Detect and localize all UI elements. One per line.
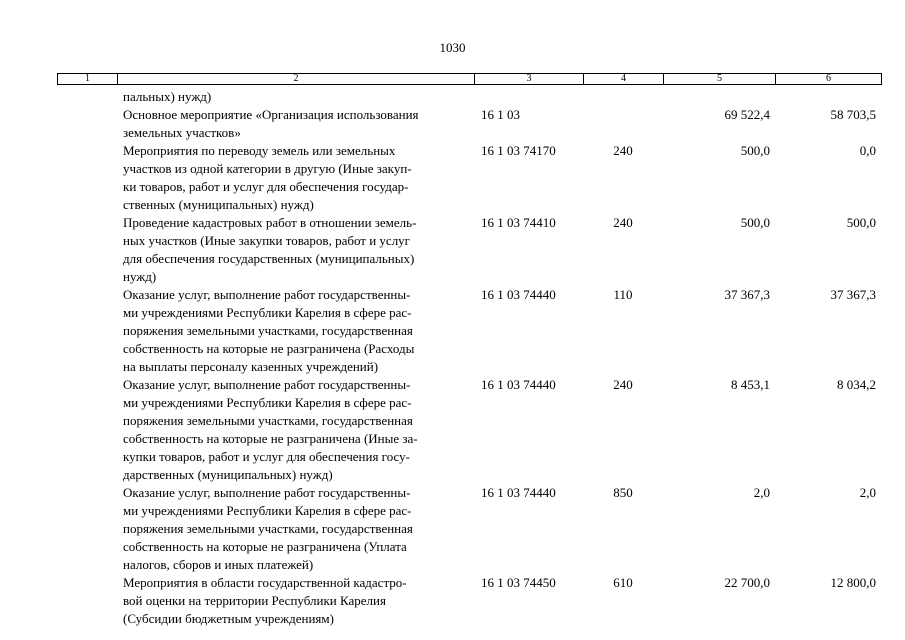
description-line: пальных) нужд) [123, 89, 212, 104]
amount-col6-cell: 37 367,3 [830, 287, 876, 302]
expense-type-cell: 850 [613, 485, 633, 500]
header-col-1: 1 [58, 74, 118, 85]
description-line: Проведение кадастровых работ в отношении земель- [123, 215, 417, 230]
column-number-header [57, 73, 882, 85]
amount-col5-cell: 8 453,1 [731, 377, 770, 392]
description-line: участков из одной категории в другую (Иные закуп- [123, 161, 412, 176]
table-row [0, 286, 905, 376]
page-number: 1030 [439, 40, 466, 55]
description-line: (Субсидии бюджетным учреждениям) [123, 611, 334, 626]
description-line: Оказание услуг, выполнение работ государственны- [123, 377, 411, 392]
header-col-2: 2 [118, 74, 475, 85]
description-line: ных участков (Иные закупки товаров, работ и услуг [123, 233, 411, 248]
amount-col6-cell: 8 034,2 [837, 377, 876, 392]
description-line: налогов, сборов и иных платежей) [123, 557, 314, 572]
code-cell: 16 1 03 74440 [481, 485, 556, 500]
amount-col6-cell: 500,0 [846, 215, 876, 230]
header-row [58, 74, 882, 85]
code-cell: 16 1 03 74170 [481, 143, 556, 158]
description-cell [123, 484, 473, 574]
table-row [0, 142, 905, 214]
amount-col6-cell: 2,0 [859, 485, 876, 500]
amount-col6-cell: 58 703,5 [830, 107, 876, 122]
description-line: для обеспечения государственных (муниципальных) [123, 251, 415, 266]
expense-type-cell: 110 [613, 287, 633, 302]
description-line: собственность на которые не разграничена (Иные за- [123, 431, 418, 446]
code-cell: 16 1 03 74440 [481, 377, 556, 392]
header-col-6: 6 [776, 74, 882, 85]
code-cell: 16 1 03 [481, 107, 520, 122]
description-line: Мероприятия по переводу земель или земельных [123, 143, 396, 158]
table-row [0, 574, 905, 628]
description-line: поряжения земельными участками, государственная [123, 521, 413, 536]
description-line: купки товаров, работ и услуг для обеспечения госу- [123, 449, 410, 464]
description-cell [123, 376, 473, 484]
table-row [0, 106, 905, 142]
description-cell [123, 142, 473, 214]
table-row [0, 214, 905, 286]
amount-col5-cell: 22 700,0 [724, 575, 770, 590]
expense-type-cell: 610 [613, 575, 633, 590]
description-line: Оказание услуг, выполнение работ государственны- [123, 485, 411, 500]
description-line: поряжения земельными участками, государственная [123, 413, 413, 428]
header-col-5: 5 [664, 74, 776, 85]
description-line: Оказание услуг, выполнение работ государственны- [123, 287, 411, 302]
description-line: ми учреждениями Республики Карелия в сфере рас- [123, 395, 412, 410]
table-row [0, 484, 905, 574]
description-line: собственность на которые не разграничена (Расходы [123, 341, 415, 356]
table-body [0, 88, 905, 628]
header-col-3: 3 [475, 74, 584, 85]
amount-col5-cell: 37 367,3 [724, 287, 770, 302]
description-cell [123, 574, 473, 628]
description-line: нужд) [123, 269, 157, 284]
amount-col6-cell: 12 800,0 [830, 575, 876, 590]
description-cell [123, 88, 473, 106]
description-line: земельных участков» [123, 125, 241, 140]
description-line: ми учреждениями Республики Карелия в сфере рас- [123, 305, 412, 320]
table-row [0, 376, 905, 484]
description-line: вой оценки на территории Республики Карелия [123, 593, 386, 608]
header-col-4: 4 [584, 74, 664, 85]
description-line: ми учреждениями Республики Карелия в сфере рас- [123, 503, 412, 518]
description-cell [123, 106, 473, 142]
description-line: собственность на которые не разграничена (Уплата [123, 539, 407, 554]
description-line: поряжения земельными участками, государственная [123, 323, 413, 338]
description-line: на выплаты персоналу казенных учреждений) [123, 359, 379, 374]
expense-type-cell: 240 [613, 143, 633, 158]
amount-col5-cell: 500,0 [740, 215, 770, 230]
amount-col5-cell: 500,0 [740, 143, 770, 158]
description-cell [123, 214, 473, 286]
description-line: дарственных (муниципальных) нужд) [123, 467, 333, 482]
code-cell: 16 1 03 74440 [481, 287, 556, 302]
amount-col6-cell: 0,0 [859, 143, 876, 158]
description-line: Основное мероприятие «Организация использования [123, 107, 419, 122]
amount-col5-cell: 2,0 [753, 485, 770, 500]
expense-type-cell: 240 [613, 377, 633, 392]
description-line: ки товаров, работ и услуг для обеспечения государ- [123, 179, 409, 194]
table-row [0, 88, 905, 106]
expense-type-cell: 240 [613, 215, 633, 230]
code-cell: 16 1 03 74410 [481, 215, 556, 230]
code-cell: 16 1 03 74450 [481, 575, 556, 590]
description-line: ственных (муниципальных) нужд) [123, 197, 314, 212]
description-cell [123, 286, 473, 376]
description-line: Мероприятия в области государственной кадастро- [123, 575, 407, 590]
amount-col5-cell: 69 522,4 [724, 107, 770, 122]
